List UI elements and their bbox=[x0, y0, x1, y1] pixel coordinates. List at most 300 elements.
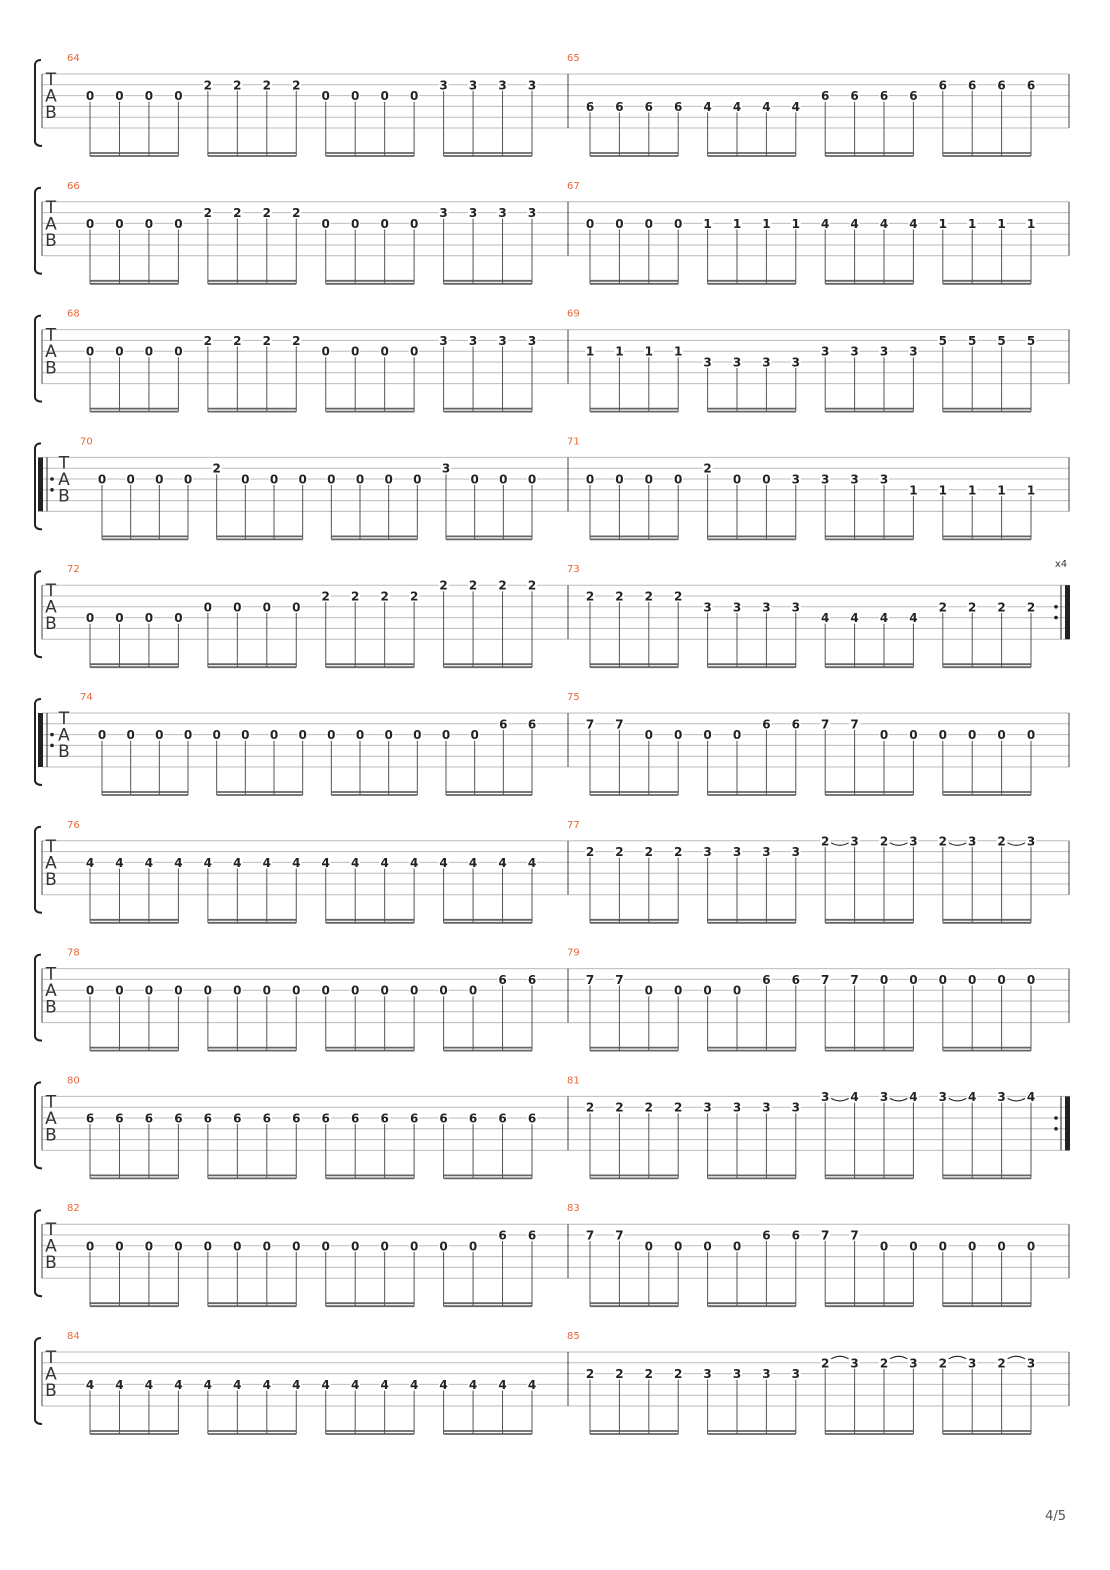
tab-clef-letter: T bbox=[45, 1220, 57, 1241]
fret-number: 0 bbox=[85, 983, 95, 998]
fret-number: 4 bbox=[380, 1377, 389, 1392]
fret-number: 4 bbox=[468, 1377, 478, 1392]
fret-number: 2 bbox=[203, 333, 213, 348]
fret-number: 0 bbox=[174, 216, 183, 231]
fret-number: 2 bbox=[233, 333, 242, 348]
fret-number: 6 bbox=[409, 1111, 419, 1126]
fret-number: 0 bbox=[355, 728, 365, 743]
measure-number: 69 bbox=[567, 308, 580, 320]
fret-number: 3 bbox=[468, 333, 478, 348]
slur bbox=[949, 1098, 966, 1101]
slur bbox=[890, 1356, 907, 1359]
fret-number: 0 bbox=[674, 1239, 683, 1254]
fret-number: 6 bbox=[821, 89, 830, 104]
fret-number: 0 bbox=[644, 728, 653, 743]
system-bracket bbox=[35, 1082, 42, 1168]
fret-number: 6 bbox=[174, 1111, 183, 1126]
fret-number: 1 bbox=[997, 216, 1006, 231]
fret-number: 0 bbox=[879, 728, 889, 743]
fret-number: 3 bbox=[732, 355, 742, 370]
fret-number: 3 bbox=[703, 1100, 712, 1115]
fret-number: 0 bbox=[409, 89, 419, 104]
fret-number: 6 bbox=[585, 99, 595, 114]
fret-number: 4 bbox=[409, 855, 419, 870]
fret-number: 4 bbox=[85, 1377, 95, 1392]
measure-number: 67 bbox=[567, 180, 580, 192]
fret-number: 0 bbox=[183, 728, 193, 743]
fret-number: 2 bbox=[968, 600, 977, 615]
fret-number: 7 bbox=[850, 1228, 859, 1243]
fret-number: 3 bbox=[762, 355, 771, 370]
fret-number: 6 bbox=[527, 717, 537, 732]
fret-number: 2 bbox=[262, 333, 271, 348]
fret-number: 3 bbox=[762, 600, 771, 615]
fret-number: 1 bbox=[909, 483, 918, 498]
fret-number: 5 bbox=[1026, 333, 1036, 348]
fret-number: 3 bbox=[968, 1356, 977, 1371]
fret-number: 3 bbox=[909, 834, 918, 849]
fret-number: 0 bbox=[115, 89, 124, 104]
fret-number: 4 bbox=[203, 855, 213, 870]
fret-number: 0 bbox=[909, 728, 918, 743]
fret-number: 6 bbox=[644, 99, 653, 114]
fret-number: 0 bbox=[909, 972, 918, 987]
measure-number: 78 bbox=[67, 947, 80, 959]
fret-number: 6 bbox=[439, 1111, 448, 1126]
measure-number: 85 bbox=[567, 1331, 580, 1342]
fret-number: 2 bbox=[380, 589, 389, 604]
fret-number: 0 bbox=[499, 472, 508, 487]
fret-number: 0 bbox=[203, 1239, 213, 1254]
tab-clef-letter: B bbox=[45, 997, 57, 1018]
fret-number: 3 bbox=[703, 600, 712, 615]
fret-number: 1 bbox=[732, 216, 742, 231]
fret-number: 0 bbox=[144, 983, 154, 998]
fret-number: 0 bbox=[615, 472, 624, 487]
fret-number: 4 bbox=[174, 855, 183, 870]
tab-clef-letter: A bbox=[45, 981, 57, 1002]
fret-number: 6 bbox=[791, 717, 800, 732]
fret-number: 1 bbox=[585, 344, 595, 359]
fret-number: 0 bbox=[879, 1239, 889, 1254]
fret-number: 2 bbox=[292, 333, 301, 348]
fret-number: 0 bbox=[144, 344, 154, 359]
fret-number: 3 bbox=[909, 1356, 918, 1371]
fret-number: 3 bbox=[997, 1089, 1006, 1104]
fret-number: 3 bbox=[732, 1367, 742, 1382]
tab-system bbox=[35, 948, 1069, 1051]
fret-number: 4 bbox=[527, 1377, 537, 1392]
fret-number: 3 bbox=[850, 472, 859, 487]
fret-number: 4 bbox=[439, 1377, 448, 1392]
fret-number: 4 bbox=[233, 1377, 242, 1392]
slur bbox=[949, 843, 966, 846]
fret-number: 4 bbox=[321, 855, 330, 870]
tab-clef-letter: T bbox=[45, 964, 57, 985]
fret-number: 4 bbox=[351, 1377, 360, 1392]
fret-number: 4 bbox=[439, 855, 448, 870]
fret-number: 3 bbox=[498, 78, 507, 93]
fret-number: 3 bbox=[527, 206, 537, 221]
fret-number: 0 bbox=[262, 1239, 271, 1254]
fret-number: 6 bbox=[674, 99, 683, 114]
fret-number: 0 bbox=[203, 983, 213, 998]
tab-clef-letter: A bbox=[45, 1364, 57, 1385]
fret-number: 3 bbox=[527, 78, 537, 93]
fret-number: 0 bbox=[351, 983, 360, 998]
fret-number: 4 bbox=[527, 855, 537, 870]
fret-number: 0 bbox=[144, 216, 154, 231]
fret-number: 3 bbox=[762, 1367, 771, 1382]
fret-number: 0 bbox=[468, 983, 478, 998]
fret-number: 2 bbox=[292, 206, 301, 221]
fret-number: 6 bbox=[938, 78, 947, 93]
fret-number: 1 bbox=[1026, 483, 1036, 498]
fret-number: 4 bbox=[292, 1377, 301, 1392]
fret-number: 6 bbox=[615, 99, 624, 114]
fret-number: 7 bbox=[821, 1228, 830, 1243]
fret-number: 3 bbox=[968, 834, 977, 849]
fret-number: 6 bbox=[380, 1111, 389, 1126]
fret-number: 0 bbox=[409, 216, 419, 231]
fret-number: 4 bbox=[821, 216, 830, 231]
slur bbox=[831, 1356, 848, 1359]
repeat-dot bbox=[1054, 616, 1058, 620]
fret-number: 3 bbox=[791, 600, 800, 615]
fret-number: 0 bbox=[1026, 728, 1036, 743]
fret-number: 0 bbox=[115, 344, 124, 359]
fret-number: 2 bbox=[644, 589, 653, 604]
tab-clef-letter: T bbox=[45, 1092, 57, 1113]
fret-number: 6 bbox=[85, 1111, 95, 1126]
fret-number: 0 bbox=[470, 728, 479, 743]
fret-number: 0 bbox=[233, 1239, 242, 1254]
fret-number: 0 bbox=[674, 983, 683, 998]
measure-number: 83 bbox=[567, 1203, 580, 1215]
tab-clef-letter: A bbox=[58, 469, 70, 490]
tab-clef-letter: B bbox=[45, 358, 57, 379]
fret-number: 6 bbox=[233, 1111, 242, 1126]
fret-number: 6 bbox=[115, 1111, 124, 1126]
fret-number: 2 bbox=[938, 834, 947, 849]
measure-number: 79 bbox=[567, 947, 580, 959]
fret-number: 2 bbox=[233, 206, 242, 221]
fret-number: 0 bbox=[233, 983, 242, 998]
fret-number: 3 bbox=[498, 206, 507, 221]
fret-number: 2 bbox=[439, 578, 448, 593]
fret-number: 0 bbox=[997, 1239, 1006, 1254]
fret-number: 0 bbox=[938, 972, 947, 987]
fret-number: 0 bbox=[203, 600, 213, 615]
fret-number: 0 bbox=[615, 216, 624, 231]
fret-number: 0 bbox=[262, 600, 271, 615]
tab-clef-letter: A bbox=[45, 214, 57, 235]
fret-number: 0 bbox=[292, 1239, 301, 1254]
fret-number: 4 bbox=[850, 216, 859, 231]
fret-number: 3 bbox=[439, 78, 448, 93]
system-bracket bbox=[35, 60, 42, 146]
fret-number: 0 bbox=[292, 600, 301, 615]
fret-number: 2 bbox=[997, 1356, 1006, 1371]
fret-number: 0 bbox=[262, 983, 271, 998]
tab-clef-letter: B bbox=[45, 230, 57, 251]
fret-number: 0 bbox=[1026, 1239, 1036, 1254]
fret-number: 0 bbox=[269, 728, 279, 743]
fret-number: 3 bbox=[1026, 834, 1036, 849]
fret-number: 0 bbox=[351, 89, 360, 104]
fret-number: 3 bbox=[850, 344, 859, 359]
fret-number: 4 bbox=[262, 855, 271, 870]
fret-number: 0 bbox=[732, 728, 742, 743]
fret-number: 0 bbox=[241, 728, 250, 743]
fret-number: 6 bbox=[879, 89, 889, 104]
fret-number: 0 bbox=[174, 611, 183, 626]
measure-number: 72 bbox=[67, 564, 80, 576]
fret-number: 0 bbox=[174, 1239, 183, 1254]
measure-number: 70 bbox=[80, 436, 93, 448]
fret-number: 2 bbox=[615, 1100, 624, 1115]
fret-number: 0 bbox=[439, 1239, 448, 1254]
fret-number: 4 bbox=[879, 216, 889, 231]
slur bbox=[1008, 1098, 1025, 1101]
tab-clef-letter: A bbox=[58, 725, 70, 746]
fret-number: 0 bbox=[321, 1239, 330, 1254]
fret-number: 2 bbox=[585, 845, 595, 860]
fret-number: 3 bbox=[821, 1089, 830, 1104]
fret-number: 7 bbox=[615, 717, 624, 732]
fret-number: 3 bbox=[703, 355, 712, 370]
fret-number: 2 bbox=[351, 589, 360, 604]
fret-number: 0 bbox=[97, 728, 107, 743]
fret-number: 0 bbox=[968, 1239, 977, 1254]
fret-number: 0 bbox=[674, 472, 683, 487]
fret-number: 1 bbox=[938, 216, 947, 231]
fret-number: 3 bbox=[850, 834, 859, 849]
tab-clef-letter: T bbox=[45, 581, 57, 602]
fret-number: 3 bbox=[439, 206, 448, 221]
repeat-dot bbox=[1054, 1127, 1058, 1131]
fret-number: 6 bbox=[909, 89, 918, 104]
system-bracket bbox=[35, 1210, 42, 1296]
measure-number: 84 bbox=[67, 1331, 80, 1342]
tab-clef-letter: T bbox=[58, 453, 70, 474]
fret-number: 3 bbox=[439, 333, 448, 348]
fret-number: 7 bbox=[615, 972, 624, 987]
tab-clef-letter: B bbox=[45, 1253, 57, 1274]
fret-number: 1 bbox=[674, 344, 683, 359]
fret-number: 2 bbox=[203, 78, 213, 93]
fret-number: 4 bbox=[380, 855, 389, 870]
fret-number: 0 bbox=[585, 216, 595, 231]
fret-number: 0 bbox=[409, 1239, 419, 1254]
fret-number: 0 bbox=[644, 216, 653, 231]
tab-clef-letter: B bbox=[45, 869, 57, 890]
fret-number: 4 bbox=[498, 1377, 507, 1392]
fret-number: 0 bbox=[321, 216, 330, 231]
fret-number: 0 bbox=[327, 728, 336, 743]
fret-number: 2 bbox=[674, 845, 683, 860]
fret-number: 0 bbox=[97, 472, 107, 487]
fret-number: 3 bbox=[527, 333, 537, 348]
fret-number: 0 bbox=[703, 728, 712, 743]
fret-number: 0 bbox=[321, 983, 330, 998]
fret-number: 0 bbox=[321, 89, 330, 104]
fret-number: 0 bbox=[85, 344, 95, 359]
page-number: 4/5 bbox=[1045, 1509, 1066, 1524]
fret-number: 0 bbox=[909, 1239, 918, 1254]
fret-number: 0 bbox=[351, 1239, 360, 1254]
fret-number: 2 bbox=[879, 1356, 889, 1371]
fret-number: 2 bbox=[674, 589, 683, 604]
fret-number: 0 bbox=[241, 472, 250, 487]
fret-number: 0 bbox=[174, 89, 183, 104]
fret-number: 0 bbox=[470, 472, 479, 487]
repeat-dot bbox=[1054, 605, 1058, 609]
tab-system bbox=[35, 436, 1069, 539]
fret-number: 2 bbox=[585, 589, 595, 604]
fret-number: 4 bbox=[762, 99, 771, 114]
fret-number: 0 bbox=[144, 89, 154, 104]
fret-number: 2 bbox=[821, 1356, 830, 1371]
fret-number: 0 bbox=[212, 728, 221, 743]
fret-number: 2 bbox=[498, 578, 507, 593]
tab-clef-letter: A bbox=[45, 1236, 57, 1257]
fret-number: 2 bbox=[997, 834, 1006, 849]
tab-clef-letter: A bbox=[45, 597, 57, 618]
slur bbox=[1008, 1356, 1025, 1359]
measure-number: 64 bbox=[67, 53, 80, 64]
measure-number: 77 bbox=[567, 819, 580, 831]
fret-number: 6 bbox=[351, 1111, 360, 1126]
fret-number: 3 bbox=[909, 344, 918, 359]
fret-number: 2 bbox=[203, 206, 213, 221]
fret-number: 6 bbox=[321, 1111, 330, 1126]
tab-clef-letter: T bbox=[45, 836, 57, 857]
fret-number: 4 bbox=[791, 99, 800, 114]
fret-number: 0 bbox=[298, 728, 307, 743]
fret-number: 0 bbox=[298, 472, 307, 487]
tab-clef-letter: T bbox=[45, 197, 57, 218]
repeat-start-thick-bar bbox=[38, 713, 43, 767]
fret-number: 0 bbox=[527, 472, 537, 487]
fret-number: 3 bbox=[441, 461, 451, 476]
repeat-dot bbox=[50, 488, 54, 492]
measure-number: 66 bbox=[67, 180, 80, 192]
tab-clef-letter: T bbox=[45, 325, 57, 346]
fret-number: 0 bbox=[85, 1239, 95, 1254]
fret-number: 4 bbox=[321, 1377, 330, 1392]
repeat-start-thick-bar bbox=[38, 457, 43, 511]
fret-number: 4 bbox=[909, 1089, 918, 1104]
fret-number: 0 bbox=[380, 89, 389, 104]
fret-number: 0 bbox=[644, 1239, 653, 1254]
fret-number: 4 bbox=[292, 855, 301, 870]
tab-clef-letter: A bbox=[45, 342, 57, 363]
fret-number: 3 bbox=[732, 600, 742, 615]
measure-number: 71 bbox=[567, 436, 580, 448]
fret-number: 6 bbox=[498, 972, 507, 987]
fret-number: 4 bbox=[909, 611, 918, 626]
fret-number: 1 bbox=[703, 216, 712, 231]
measure-number: 74 bbox=[80, 692, 93, 703]
fret-number: 0 bbox=[321, 344, 330, 359]
fret-number: 3 bbox=[762, 845, 771, 860]
fret-number: 5 bbox=[938, 333, 947, 348]
tab-system bbox=[35, 1075, 1070, 1178]
fret-number: 6 bbox=[144, 1111, 154, 1126]
fret-number: 2 bbox=[585, 1367, 595, 1382]
tab-clef-letter: B bbox=[45, 1125, 57, 1146]
fret-number: 3 bbox=[791, 845, 800, 860]
fret-number: 2 bbox=[615, 845, 624, 860]
repeat-dot bbox=[1054, 1116, 1058, 1120]
fret-number: 2 bbox=[644, 1100, 653, 1115]
system-bracket bbox=[35, 188, 42, 274]
fret-number: 6 bbox=[527, 1111, 537, 1126]
fret-number: 0 bbox=[327, 472, 336, 487]
tab-clef-letter: A bbox=[45, 1108, 57, 1129]
tab-system bbox=[35, 1203, 1069, 1306]
fret-number: 3 bbox=[879, 472, 889, 487]
fret-number: 7 bbox=[585, 717, 595, 732]
fret-number: 0 bbox=[441, 728, 451, 743]
fret-number: 6 bbox=[527, 1228, 537, 1243]
fret-number: 7 bbox=[821, 717, 830, 732]
fret-number: 4 bbox=[409, 1377, 419, 1392]
fret-number: 3 bbox=[703, 845, 712, 860]
fret-number: 0 bbox=[468, 1239, 478, 1254]
fret-number: 4 bbox=[732, 99, 742, 114]
fret-number: 0 bbox=[674, 728, 683, 743]
fret-number: 4 bbox=[1026, 1089, 1036, 1104]
tab-system bbox=[35, 692, 1069, 795]
fret-number: 0 bbox=[762, 472, 771, 487]
fret-number: 0 bbox=[732, 472, 742, 487]
fret-number: 0 bbox=[1026, 972, 1036, 987]
fret-number: 0 bbox=[380, 216, 389, 231]
fret-number: 0 bbox=[644, 983, 653, 998]
fret-number: 1 bbox=[968, 216, 977, 231]
fret-number: 2 bbox=[674, 1367, 683, 1382]
fret-number: 1 bbox=[791, 216, 800, 231]
slur bbox=[831, 843, 848, 846]
fret-number: 0 bbox=[183, 472, 193, 487]
fret-number: 0 bbox=[968, 972, 977, 987]
fret-number: 0 bbox=[351, 344, 360, 359]
fret-number: 2 bbox=[585, 1100, 595, 1115]
fret-number: 4 bbox=[144, 855, 154, 870]
slur bbox=[831, 1098, 848, 1101]
fret-number: 0 bbox=[703, 983, 712, 998]
fret-number: 3 bbox=[938, 1089, 947, 1104]
fret-number: 0 bbox=[938, 1239, 947, 1254]
fret-number: 0 bbox=[732, 1239, 742, 1254]
fret-number: 4 bbox=[703, 99, 712, 114]
fret-number: 4 bbox=[968, 1089, 977, 1104]
fret-number: 6 bbox=[762, 1228, 771, 1243]
slur bbox=[1008, 843, 1025, 846]
fret-number: 2 bbox=[997, 600, 1006, 615]
fret-number: 0 bbox=[968, 728, 977, 743]
fret-number: 7 bbox=[850, 717, 859, 732]
measure-number: 82 bbox=[67, 1203, 80, 1215]
measure-number: 73 bbox=[567, 564, 580, 576]
fret-number: 0 bbox=[351, 216, 360, 231]
fret-number: 0 bbox=[409, 983, 419, 998]
fret-number: 6 bbox=[762, 972, 771, 987]
fret-number: 2 bbox=[674, 1100, 683, 1115]
fret-number: 2 bbox=[821, 834, 830, 849]
